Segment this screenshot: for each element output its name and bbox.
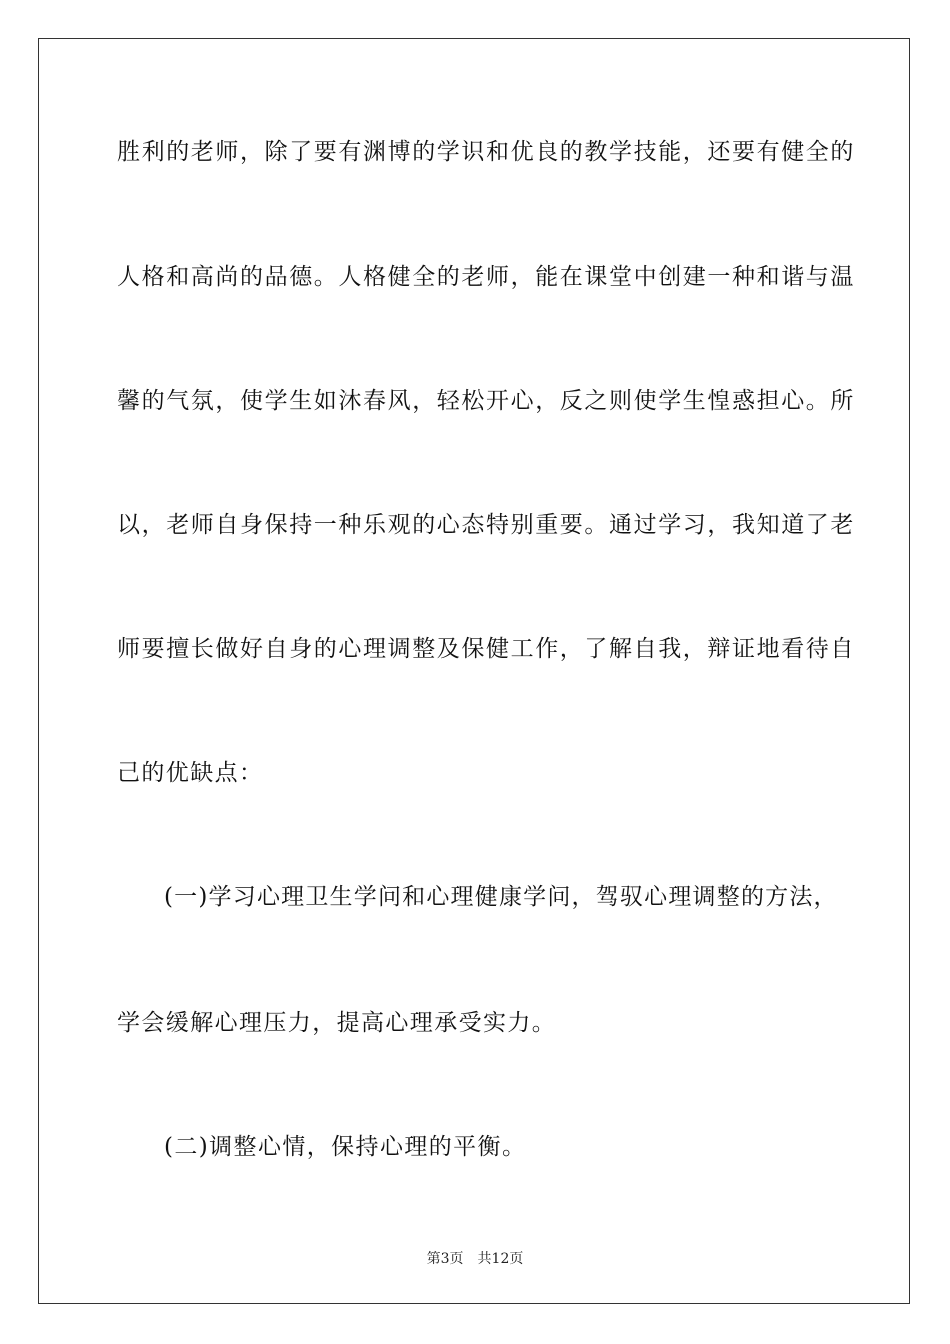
body-text-line: 师要擅长做好自身的心理调整及保健工作，了解自我，辩证地看待自 [117,636,855,662]
page-total: 共12页 [477,1251,524,1267]
body-text-line: 以，老师自身保持一种乐观的心态特别重要。通过学习，我知道了老 [117,512,855,538]
page-footer [0,1248,950,1268]
body-text-line: 人格和高尚的品德。人格健全的老师，能在课堂中创建一种和谐与温 [117,264,855,290]
page-number: 第3页 [426,1251,464,1267]
list-item-1-line-1: (一)学习心理卫生学问和心理健康学问，驾驭心理调整的方法， [164,884,838,910]
body-text-line: 己的优缺点： [117,760,264,786]
list-item-2-line-1: (二)调整心情，保持心理的平衡。 [164,1134,527,1160]
body-text-line: 馨的气氛，使学生如沐春风，轻松开心，反之则使学生惶惑担心。所 [117,388,855,414]
body-text-line: 胜利的老师，除了要有渊博的学识和优良的教学技能，还要有健全的 [117,139,855,165]
list-item-1-line-2: 学会缓解心理压力，提高心理承受实力。 [117,1010,557,1036]
page-border [38,38,910,1304]
